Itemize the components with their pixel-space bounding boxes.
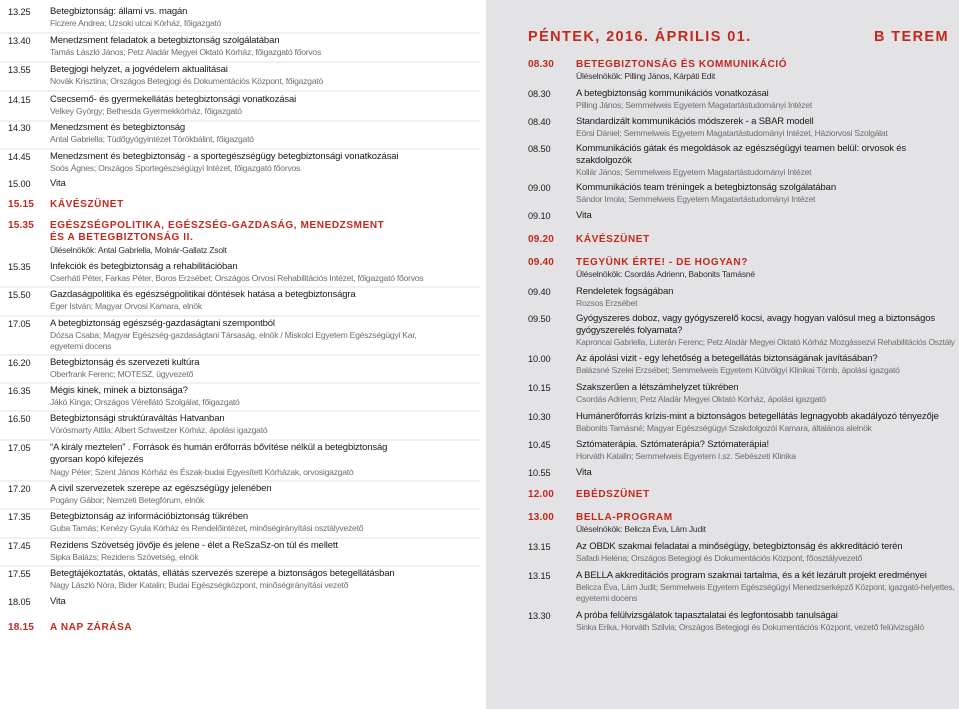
item-speaker: Velkey György; Bethesda Gyermekkórház, főigazgató [50,106,242,116]
item-time: 09.00 [528,183,551,193]
item-speaker: Sipka Balázs; Rezidens Szövetség, elnök [50,552,199,562]
item-time: 13.40 [8,36,31,46]
session-chairs: Üléselnökök: Belicza Éva, Lám Judit [576,524,706,534]
divider [0,148,480,150]
item-title: Mégis kinek, minek a biztonsága? [50,385,188,396]
item-title-line2: gyorsan kopó kifejezés [50,454,144,465]
item-title: KÁVÉSZÜNET [50,199,124,210]
session-time: 13.00 [528,512,555,523]
item-title: Humánerőforrás krízis-mint a biztonságos betegellátás legnagyobb akadályozó tényezője [576,411,939,422]
item-speaker: Éger István; Magyar Orvosi Kamara, elnök [50,301,202,311]
item-time: 13.55 [8,65,31,75]
item-title: Rezidens Szövetség jövője és jelene - élet a ReSzaSz-on túl és mellett [50,540,338,551]
session-title: EGÉSZSÉGPOLITIKA, EGÉSZSÉG-GAZDASÁG, MENEDZSMENT [50,220,385,231]
item-time: 17.35 [8,512,31,522]
item-title: A betegbiztonság kommunikációs vonatkozásai [576,88,769,99]
item-speaker: Novák Krisztina; Országos Betegjogi és Dokumentációs Központ, főigazgató [50,76,323,86]
item-time: 16.20 [8,358,31,368]
session-title: TEGYÜNK ÉRTE! - DE HOGYAN? [576,257,748,268]
item-time: 18.15 [8,622,35,633]
item-title-line2: gyógyszerelés folyamata? [576,325,683,336]
item-title: Menedzsment feladatok a betegbiztonság szolgálatában [50,35,280,46]
item-title: EBÉDSZÜNET [576,489,650,500]
item-time: 09.10 [528,211,551,221]
item-speaker: Tamás László János; Petz Aladár Megyei Oktató Kórház, főigazgató főorvos [50,47,321,57]
item-title: Vita [576,467,592,478]
item-time: 13.15 [528,571,551,581]
divider [0,382,480,384]
day-title: PÉNTEK, 2016. ÁPRILIS 01. [528,29,752,45]
item-time: 17.55 [8,569,31,579]
item-time: 10.30 [528,412,551,422]
item-title: “A király meztelen” . Források és humán erőforrás bővítése nélkül a betegbiztonság [50,442,388,453]
item-title: Standardizált kommunikációs módszerek - a SBAR modell [576,116,814,127]
item-title: Menedzsment és betegbiztonság [50,122,186,133]
divider [0,61,480,63]
item-time: 09.20 [528,234,555,245]
item-speaker: Sinka Erika, Horváth Szilvia; Országos Betegjogi és Dokumentációs Központ, vezető felülvizsgáló [576,622,924,632]
item-title: Az OBDK szakmai feladatai a minőségügy, betegbiztonság és akkreditáció terén [576,541,903,552]
item-title: A betegbiztonság egészség-gazdaságtani szempontból [50,318,275,329]
item-time: 08.50 [528,144,551,154]
item-time: 09.50 [528,314,551,324]
item-speaker: Pilling János; Semmelweis Egyetem Magatartástudományi Intézet [576,100,812,110]
item-title: A civil szervezetek szerepe az egészségügy jelenében [50,483,272,494]
divider [0,508,480,510]
item-time: 10.45 [528,440,551,450]
session-title: BETEGBIZTONSÁG ÉS KOMMUNIKÁCIÓ [576,59,788,70]
item-time: 15.35 [8,262,31,272]
item-title-line2: szakdolgozók [576,155,632,166]
item-time: 16.50 [8,414,31,424]
item-time: 10.55 [528,468,551,478]
item-speaker: Jákó Kinga; Országos Vérellátó Szolgálat, főigazgató [50,397,240,407]
session-chairs: Üléselnökök: Pilling János, Kárpáti Edit [576,71,716,81]
item-speaker: Oberfrank Ferenc; MOTESZ, ügyvezető [50,369,194,379]
item-title: Vita [50,178,66,189]
item-speaker: Dózsa Csaba; Magyar Egészség-gazdaságtani Társaság, elnök / Miskolci Egyetem Egészségügyi Kar, [50,330,417,340]
item-title: Betegbiztonság az információbiztonság tükrében [50,511,249,522]
item-speaker: Csordás Adrienn; Petz Aladár Megyei Oktató Kórház, ápolási igazgató [576,394,826,404]
item-title: Az ápolási vizit - egy lehetőség a betegellátás biztonságának javításában? [576,353,878,364]
divider [0,565,480,567]
item-speaker: Vörösmarty Attila; Albert Schweitzer Kórház, ápolási igazgató [50,425,268,435]
divider [0,410,480,412]
item-title: Vita [576,210,592,221]
item-speaker: Horváth Katalin; Semmelweis Egyetem I.sz. Sebészeti Klinika [576,451,796,461]
item-time: 17.20 [8,484,31,494]
item-time: 14.30 [8,123,31,133]
item-speaker: Antal Gabriella; Tüdőgyógyintézet Törökbálint, főigazgató [50,134,254,144]
item-speaker: Babonits Tamásné; Magyar Egészségügyi Szakdolgozói Kamara, általános alelnök [576,423,872,433]
item-title: Szakszerűen a létszámhelyzet tükrében [576,382,739,393]
item-title: Betegjogi helyzet, a jogvédelem aktualitásai [50,64,228,75]
item-title: Rendeletek fogságában [576,286,674,297]
item-title: Betegbiztonság és szervezeti kultúra [50,357,200,368]
item-title: KÁVÉSZÜNET [576,234,650,245]
session-title: BELLA-PROGRAM [576,512,673,523]
item-time: 17.05 [8,319,31,329]
item-title: Menedzsment és betegbiztonság - a sportegészségügy betegbiztonsági vonatkozásai [50,151,399,162]
item-title: A próba felülvizsgálatok tapasztalatai és legfontosabb tanulságai [576,610,838,621]
item-speaker: Safadi Heléna; Országos Betegjogi és Dokumentációs Központ, főosztályvezető [576,553,863,563]
item-time: 13.25 [8,7,31,17]
item-title: Gazdaságpolitika és egészségpolitikai döntések hatása a betegbiztonságra [50,289,356,300]
item-speaker: Eörsi Dániel; Semmelweis Egyetem Magatartástudományi Intézet, Háziorvosi Szolgálat [576,128,888,138]
divider [0,439,480,441]
room-title: B TEREM [873,29,949,45]
item-speaker: Ficzere Andrea; Uzsoki utcai Kórház, főigazgató [50,18,222,28]
item-time: 14.45 [8,152,31,162]
right-column [486,0,959,709]
item-title: Betegtájékoztatás, oktatás, ellátás szervezés szerepe a biztonságos betegellátásban [50,568,395,579]
item-title: Gyógyszeres doboz, vagy gyógyszerelő kocsi, avagy hogyan valósul meg a biztonságos [576,313,935,324]
item-time: 14.15 [8,95,31,105]
item-speaker: Rozsos Erzsébet [576,298,638,308]
item-time: 08.30 [528,89,551,99]
item-time: 18.05 [8,597,31,607]
item-time: 17.45 [8,541,31,551]
item-speaker: Pogány Gábor; Nemzeti Betegfórum, elnök [50,495,205,505]
item-time: 10.15 [528,383,551,393]
item-time: 10.00 [528,354,551,364]
item-time: 09.40 [528,287,551,297]
session-time: 08.30 [528,59,555,70]
item-title: Betegbiztonsági struktúraváltás Hatvanban [50,413,225,424]
item-title: A NAP ZÁRÁSA [50,622,133,633]
item-time: 08.40 [528,117,551,127]
session-chairs: Üléselnökök: Csordás Adrienn, Babonits Tamásné [576,269,755,279]
item-time: 13.15 [528,542,551,552]
item-speaker: Nagy László Nóra, Bider Katalin; Budai Egészségközpont, minőségirányítási vezető [50,580,349,590]
item-title: A BELLA akkreditációs program szakmai tartalma, és a két lezárult projekt eredményei [576,570,927,581]
divider [0,315,480,317]
item-speaker: Nagy Péter; Szent János Kórház és Észak-budai Egyesített Kórházak, orvosigazgató [50,467,354,477]
item-title: Kommunikációs team tréningek a betegbiztonság szolgálatában [576,182,836,193]
item-speaker: Guba Tamás; Kenézy Gyula Kórház és Rendelőintézet, minőségirányítási osztályvezető [50,523,364,533]
item-time: 15.15 [8,199,35,210]
divider [0,286,480,288]
item-speaker: Kaproncai Gabriella, Luterán Ferenc; Petz Aladár Megyei Oktató Kórház Mozgássezvi Rehabilitációs Osztály [576,337,955,347]
item-speaker: Belicza Éva, Lám Judit; Semmelweis Egyetem Egészségügyi Menedzserképző Központ, igazgató-helyettes, [576,582,955,592]
item-title: Betegbiztonság: állami vs. magán [50,6,188,17]
item-speaker: Kollár János; Semmelweis Egyetem Magatartástudományi Intézet [576,167,812,177]
divider [0,354,480,356]
item-speaker: Soós Ágnes; Országos Sportegészségügyi Intézet, főigazgató főorvos [50,163,301,173]
item-speaker-line2: egyetemi docens [50,341,112,351]
divider [0,32,480,34]
day-heading [528,29,949,47]
session-chairs: Üléselnökök: Antal Gabriella, Molnár-Gallatz Zsolt [50,245,227,255]
item-title: Vita [50,596,66,607]
item-time: 16.35 [8,386,31,396]
item-time: 15.00 [8,179,31,189]
divider [0,480,480,482]
item-title: Csecsemő- és gyermekellátás betegbiztonsági vonatkozásai [50,94,297,105]
item-title: Kommunikációs gátak és megoldások az egészségügyi teamen belül: orvosok és [576,143,907,154]
session-time: 09.40 [528,257,555,268]
item-speaker: Balázsné Szelei Erzsébet; Semmelweis Egyetem Kútvölgyi Klinikai Tömb, ápolási igazgató [576,365,900,375]
item-speaker: Cserháti Péter, Farkas Péter, Boros Erzsébet; Országos Orvosi Rehabilitációs Intézet, főigazgató főorvos [50,273,424,283]
item-time: 13.30 [528,611,551,621]
item-speaker: Sándor Imola; Semmelweis Egyetem Magatartástudományi Intézet [576,194,816,204]
session-title-line2: ÉS A BETEGBIZTONSÁG II. [50,232,194,243]
session-time: 15.35 [8,220,35,231]
divider [0,90,480,92]
item-title: Infekciók és betegbiztonság a rehabilitációban [50,261,238,272]
item-time: 17.05 [8,443,31,453]
divider [0,537,480,539]
item-speaker-line2: egyetemi docens [576,593,638,603]
item-title: Sztómaterápia. Sztómaterápia? Sztómaterápia! [576,439,770,450]
item-time: 15.50 [8,290,31,300]
item-time: 12.00 [528,489,555,500]
